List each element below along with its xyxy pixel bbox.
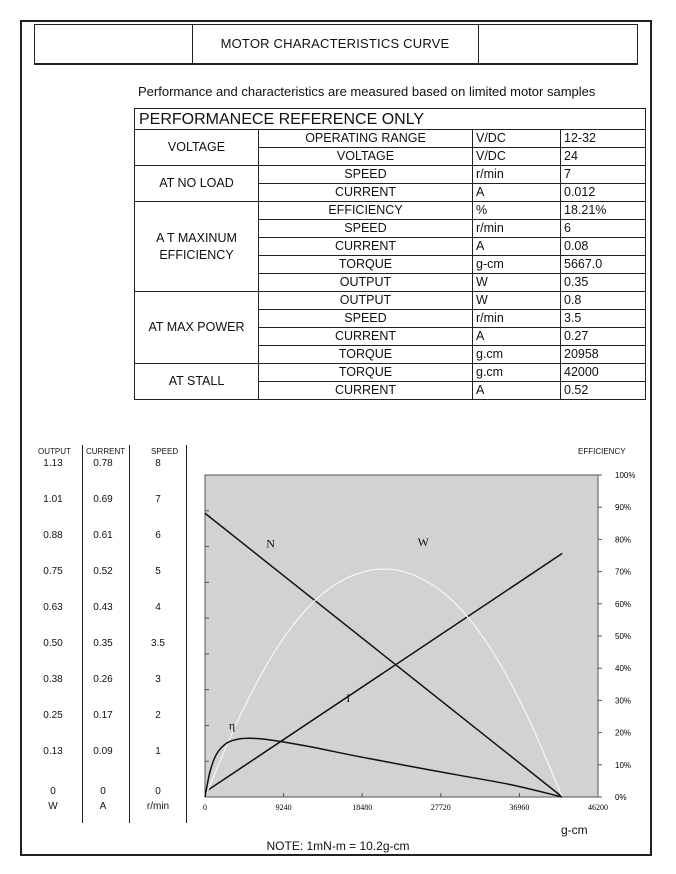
value-cell: 0.52 <box>561 382 646 400</box>
unit-cell: g.cm <box>473 364 561 382</box>
unit-cell: g.cm <box>473 346 561 364</box>
current-tick-label: 0 <box>100 786 106 797</box>
output-tick-label: 1.13 <box>43 458 63 469</box>
unit-cell: g-cm <box>473 256 561 274</box>
value-cell: 0.08 <box>561 238 646 256</box>
x-tick-label: 36960 <box>509 803 530 812</box>
current-axis-header: CURRENT <box>86 447 126 456</box>
param-cell: CURRENT <box>259 238 473 256</box>
speed-tick-label: 1 <box>155 746 161 757</box>
current-tick-label: 0.43 <box>93 602 113 613</box>
unit-cell: A <box>473 238 561 256</box>
param-cell: OUTPUT <box>259 292 473 310</box>
group-stall: AT STALL <box>135 364 259 400</box>
series-label: η <box>228 718 236 733</box>
output-tick-label: 0.75 <box>43 566 63 577</box>
efficiency-tick-label: 50% <box>615 632 632 641</box>
param-cell: TORQUE <box>259 364 473 382</box>
current-unit-label: A <box>99 801 107 812</box>
value-cell: 0.35 <box>561 274 646 292</box>
output-tick-label: 0.50 <box>43 638 63 649</box>
efficiency-tick-label: 60% <box>615 599 632 609</box>
efficiency-tick-label: 0% <box>615 793 627 802</box>
efficiency-axis-header: EFFICIENCY <box>578 447 626 456</box>
series-label: W <box>417 535 429 550</box>
unit-cell: A <box>473 382 561 400</box>
speed-tick-label: 5 <box>155 566 161 577</box>
output-tick-label: 0.63 <box>43 602 63 613</box>
table-title: PERFORMANECE REFERENCE ONLY <box>135 109 646 130</box>
efficiency-tick-label: 40% <box>615 664 632 674</box>
x-axis-label: g-cm <box>561 823 588 837</box>
value-cell: 12-32 <box>561 130 646 148</box>
value-cell: 42000 <box>561 364 646 382</box>
unit-cell: V/DC <box>473 130 561 148</box>
param-cell: EFFICIENCY <box>259 202 473 220</box>
speed-axis-header: SPEED <box>151 447 179 456</box>
value-cell: 0.012 <box>561 184 646 202</box>
unit-cell: r/min <box>473 310 561 328</box>
series-label: I <box>346 691 351 706</box>
output-tick-label: 0.38 <box>43 674 63 685</box>
param-cell: CURRENT <box>259 184 473 202</box>
efficiency-tick-label: 30% <box>615 696 632 706</box>
value-cell: 0.8 <box>561 292 646 310</box>
x-tick-label: 27720 <box>430 803 451 812</box>
param-cell: OPERATING RANGE <box>259 130 473 148</box>
plot-area <box>205 475 598 797</box>
unit-cell: W <box>473 292 561 310</box>
output-tick-label: 0.88 <box>43 530 63 541</box>
param-cell: CURRENT <box>259 382 473 400</box>
param-cell: CURRENT <box>259 328 473 346</box>
unit-cell: r/min <box>473 166 561 184</box>
output-axis-header: OUTPUT <box>38 447 71 456</box>
efficiency-tick-label: 10% <box>615 760 632 770</box>
value-cell: 5667.0 <box>561 256 646 274</box>
param-cell: VOLTAGE <box>259 148 473 166</box>
unit-note: NOTE: 1mN-m = 10.2g-cm <box>266 839 410 853</box>
group-voltage: VOLTAGE <box>135 130 259 166</box>
output-unit-label: W <box>48 801 58 812</box>
param-cell: SPEED <box>259 310 473 328</box>
x-tick-label: 18480 <box>352 803 373 812</box>
param-cell: TORQUE <box>259 256 473 274</box>
speed-tick-label: 8 <box>155 458 161 469</box>
speed-unit-label: r/min <box>146 801 170 812</box>
speed-tick-label: 3.5 <box>151 638 165 649</box>
output-tick-label: 0 <box>50 786 56 797</box>
unit-cell: A <box>473 328 561 346</box>
value-cell: 6 <box>561 220 646 238</box>
group-max-power: AT MAX POWER <box>135 292 259 364</box>
current-tick-label: 0.26 <box>93 674 113 685</box>
speed-tick-label: 0 <box>155 786 161 797</box>
unit-cell: W <box>473 274 561 292</box>
param-cell: OUTPUT <box>259 274 473 292</box>
current-tick-label: 0.61 <box>93 530 113 541</box>
value-cell: 24 <box>561 148 646 166</box>
efficiency-tick-label: 100% <box>615 471 636 480</box>
unit-cell: A <box>473 184 561 202</box>
group-max-efficiency: A T MAXINUM EFFICIENCY <box>135 202 259 292</box>
current-tick-label: 0.52 <box>93 566 113 577</box>
current-tick-label: 0.69 <box>93 494 113 505</box>
speed-tick-label: 7 <box>155 494 161 505</box>
series-label: N <box>266 536 275 551</box>
value-cell: 20958 <box>561 346 646 364</box>
current-tick-label: 0.17 <box>93 710 113 721</box>
output-tick-label: 0.25 <box>43 710 63 721</box>
speed-tick-label: 3 <box>155 674 161 685</box>
param-cell: SPEED <box>259 166 473 184</box>
page-title: MOTOR CHARACTERISTICS CURVE <box>192 25 479 63</box>
unit-cell: % <box>473 202 561 220</box>
efficiency-tick-label: 90% <box>615 503 632 513</box>
param-cell: SPEED <box>259 220 473 238</box>
speed-tick-label: 6 <box>155 530 161 541</box>
speed-tick-label: 2 <box>155 710 161 721</box>
unit-cell: r/min <box>473 220 561 238</box>
efficiency-tick-label: 80% <box>615 535 632 545</box>
x-tick-label: 0 <box>203 803 207 812</box>
output-tick-label: 0.13 <box>43 746 63 757</box>
efficiency-tick-label: 70% <box>615 567 632 577</box>
unit-cell: V/DC <box>473 148 561 166</box>
intro-text: Performance and characteristics are measured based on limited motor samples <box>138 84 596 99</box>
current-tick-label: 0.35 <box>93 638 113 649</box>
param-cell: TORQUE <box>259 346 473 364</box>
x-tick-label: 46200 <box>588 803 608 812</box>
current-tick-label: 0.78 <box>93 458 113 469</box>
efficiency-tick-label: 20% <box>615 728 632 738</box>
value-cell: 3.5 <box>561 310 646 328</box>
speed-tick-label: 4 <box>155 602 161 613</box>
value-cell: 0.27 <box>561 328 646 346</box>
current-tick-label: 0.09 <box>93 746 113 757</box>
value-cell: 7 <box>561 166 646 184</box>
x-tick-label: 9240 <box>275 803 292 812</box>
group-no-load: AT NO LOAD <box>135 166 259 202</box>
value-cell: 18.21% <box>561 202 646 220</box>
output-tick-label: 1.01 <box>43 494 63 505</box>
